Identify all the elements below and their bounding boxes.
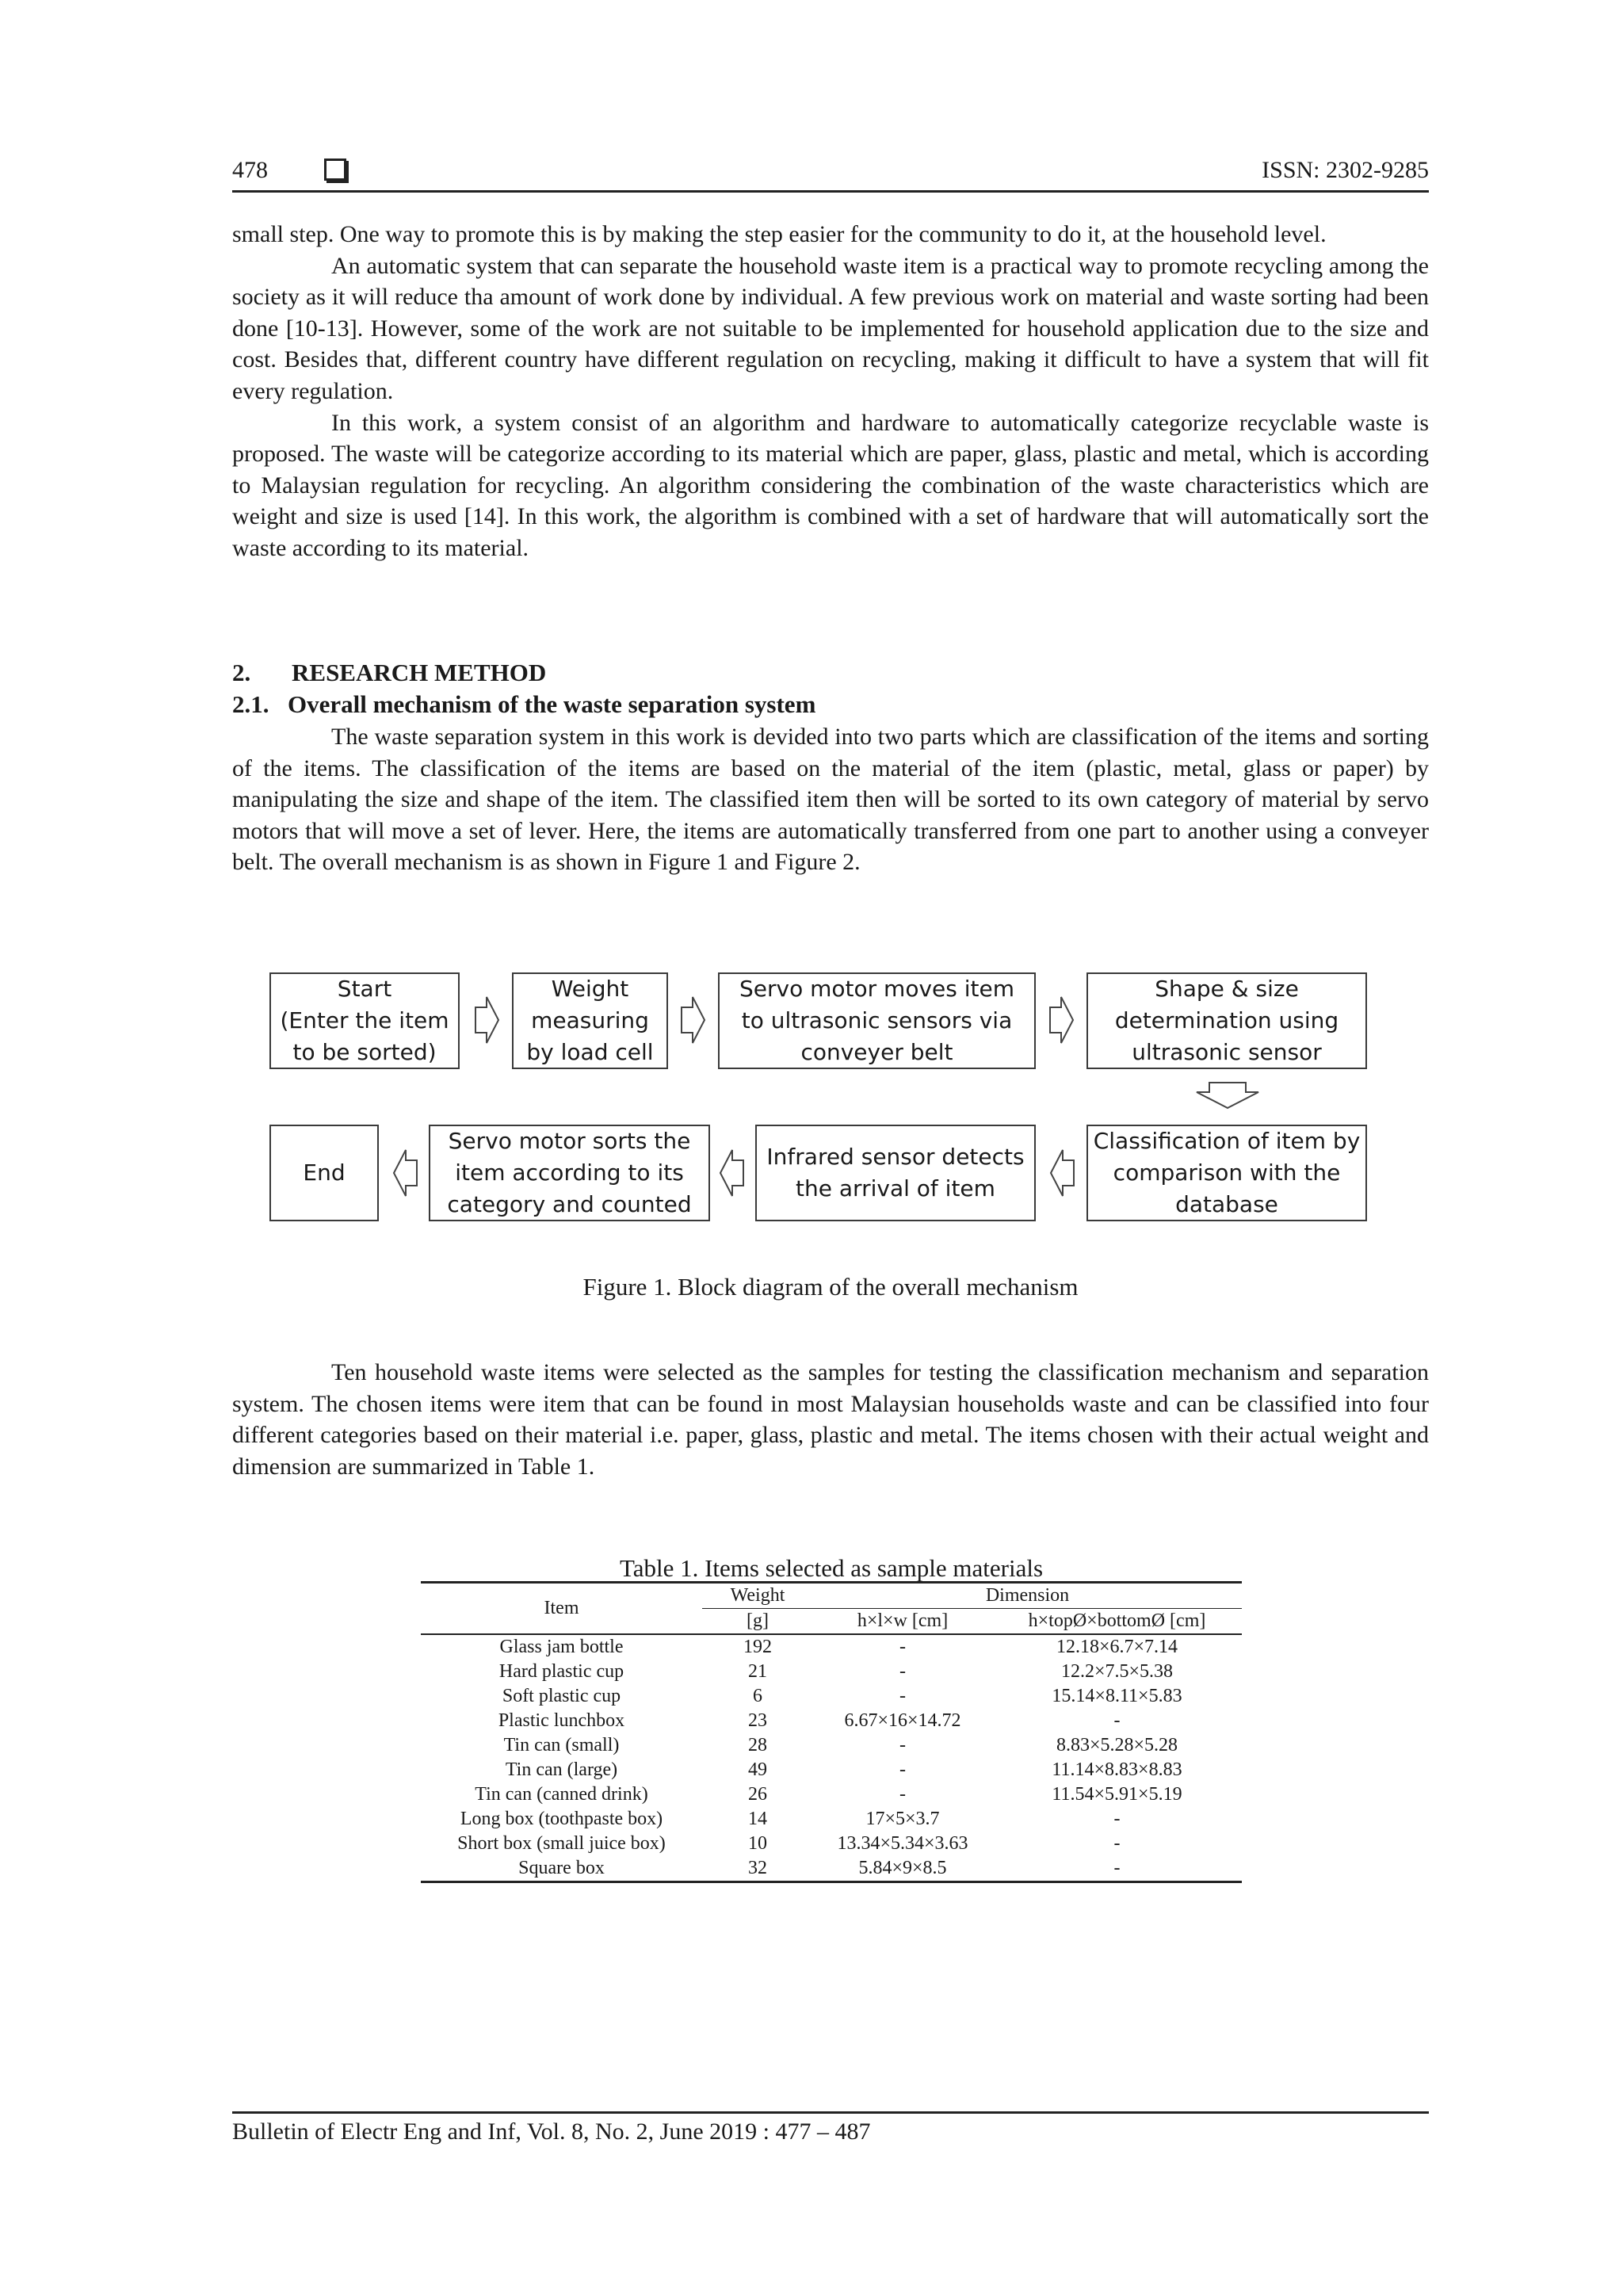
paragraph: The waste separation system in this work is devided into two parts which are classification of the items and sorting of the items. The classification of the items are based on the material of the item (plastic, metal, glass or paper) by manipulating the size and shape of the item. The classified item then will be sorted to its own category of material by servo motors that will move a set of lever. Here, the items are automatically transferred from one part to another using a conveyer belt. The overall mechanism is as shown in Figure 1 and Figure 2. bbox=[232, 724, 1429, 876]
figure-caption: Figure 1. Block diagram of the overall mechanism bbox=[582, 1273, 1079, 1301]
table-row: Tin can (large) 49 - 11.14×8.83×8.83 bbox=[505, 1759, 1182, 1780]
header-item: Item bbox=[421, 1583, 702, 1635]
arrow-right-icon bbox=[474, 995, 501, 1045]
page-footer: Bulletin of Electr Eng and Inf, Vol. 8, No. 2, June 2019 : 477 – 487 bbox=[232, 2111, 1429, 2145]
servo-sort-box: Servo motor sorts the item according to its category and counted bbox=[429, 1125, 710, 1221]
table-row: Square box 32 5.84×9×8.5 - bbox=[421, 1856, 1242, 1882]
intro-text bbox=[232, 219, 1429, 564]
paragraph: small step. One way to promote this is by making the step easier for the community to do it, at the household level. bbox=[232, 221, 1327, 247]
end-box: End bbox=[269, 1125, 379, 1221]
header-dimension: Dimension bbox=[813, 1583, 1242, 1609]
header-dim-box: h×l×w [cm] bbox=[813, 1609, 992, 1635]
table-row: Long box (toothpaste box) 14 17×5×3.7 - bbox=[460, 1809, 1121, 1829]
page-header bbox=[232, 155, 1429, 193]
start-box: Start (Enter the item to be sorted) bbox=[269, 972, 460, 1069]
table-row: Hard plastic cup 21 - 12.2×7.5×5.38 bbox=[498, 1661, 1174, 1682]
arrow-right-icon bbox=[1048, 995, 1075, 1045]
checkbox-square-icon bbox=[324, 159, 346, 181]
arrow-left-icon bbox=[391, 1148, 418, 1198]
arrow-left-icon bbox=[718, 1148, 745, 1198]
method-text bbox=[232, 721, 1429, 878]
subsection-heading: 2.1. Overall mechanism of the waste separation system bbox=[232, 690, 816, 718]
section-heading: 2. RESEARCH METHOD bbox=[232, 659, 547, 686]
issn: ISSN: 2302-9285 bbox=[1262, 157, 1429, 183]
header-weight-unit: [g] bbox=[702, 1609, 813, 1635]
infrared-box: Infrared sensor detects the arrival of item bbox=[755, 1125, 1036, 1221]
shape-size-box: Shape & size determination using ultrasonic sensor bbox=[1086, 972, 1367, 1069]
header-dim-cyl: h×topØ×bottomØ [cm] bbox=[992, 1609, 1242, 1635]
page-number: 478 bbox=[232, 157, 268, 183]
table-row: Short box (small juice box) 10 13.34×5.34×3.63 - bbox=[457, 1833, 1121, 1854]
weight-box: Weight measuring by load cell bbox=[512, 972, 668, 1069]
header-weight: Weight bbox=[702, 1583, 813, 1609]
table-row: Soft plastic cup 6 - 15.14×8.11×5.83 bbox=[502, 1686, 1182, 1706]
arrow-down-icon bbox=[1195, 1081, 1260, 1110]
table-caption: Table 1. Items selected as sample materials bbox=[619, 1554, 1044, 1582]
classification-box: Classification of item by comparison with the database bbox=[1086, 1125, 1367, 1221]
table-row: Glass jam bottle 192 - 12.18×6.7×7.14 bbox=[499, 1637, 1178, 1657]
sample-table bbox=[421, 1556, 1242, 1883]
table-row: Tin can (small) 28 - 8.83×5.28×5.28 bbox=[503, 1735, 1178, 1755]
paragraph: Ten household waste items were selected as the samples for testing the classification mechanism and separation system. The chosen items were item that can be found in most Malaysian households waste and can be classified into four different categories based on their material i.e. paper, glass, plastic and metal. The items chosen with their actual weight and dimension are summarized in Table 1. bbox=[232, 1359, 1429, 1480]
paragraph: In this work, a system consist of an algorithm and hardware to automatically categorize recyclable waste is proposed. The waste will be categorize according to its material which are paper, glass, plastic and metal, which is according to Malaysian regulation for recycling. An algorithm considering the combination of the waste characteristics which are weight and size is used [14]. In this work, the algorithm is combined with a set of hardware that will automatically sort the waste according to its material. bbox=[232, 409, 1429, 561]
samples-text bbox=[232, 1357, 1429, 1482]
table-row: Tin can (canned drink) 26 - 11.54×5.91×5.19 bbox=[475, 1784, 1182, 1805]
table-row: Plastic lunchbox 23 6.67×16×14.72 - bbox=[498, 1710, 1121, 1731]
arrow-right-icon bbox=[680, 995, 707, 1045]
arrow-left-icon bbox=[1048, 1148, 1075, 1198]
paragraph: An automatic system that can separate the household waste item is a practical way to promote recycling among the society as it will reduce tha amount of work done by individual. A few previous work on material and waste sorting had been done [10-13]. However, some of the work are not suitable to be implemented for household application due to the size and cost. Besides that, different country have different regulation on recycling, making it difficult to have a system that will fit every regulation. bbox=[232, 252, 1429, 404]
servo-move-box: Servo motor moves item to ultrasonic sensors via conveyer belt bbox=[718, 972, 1036, 1069]
